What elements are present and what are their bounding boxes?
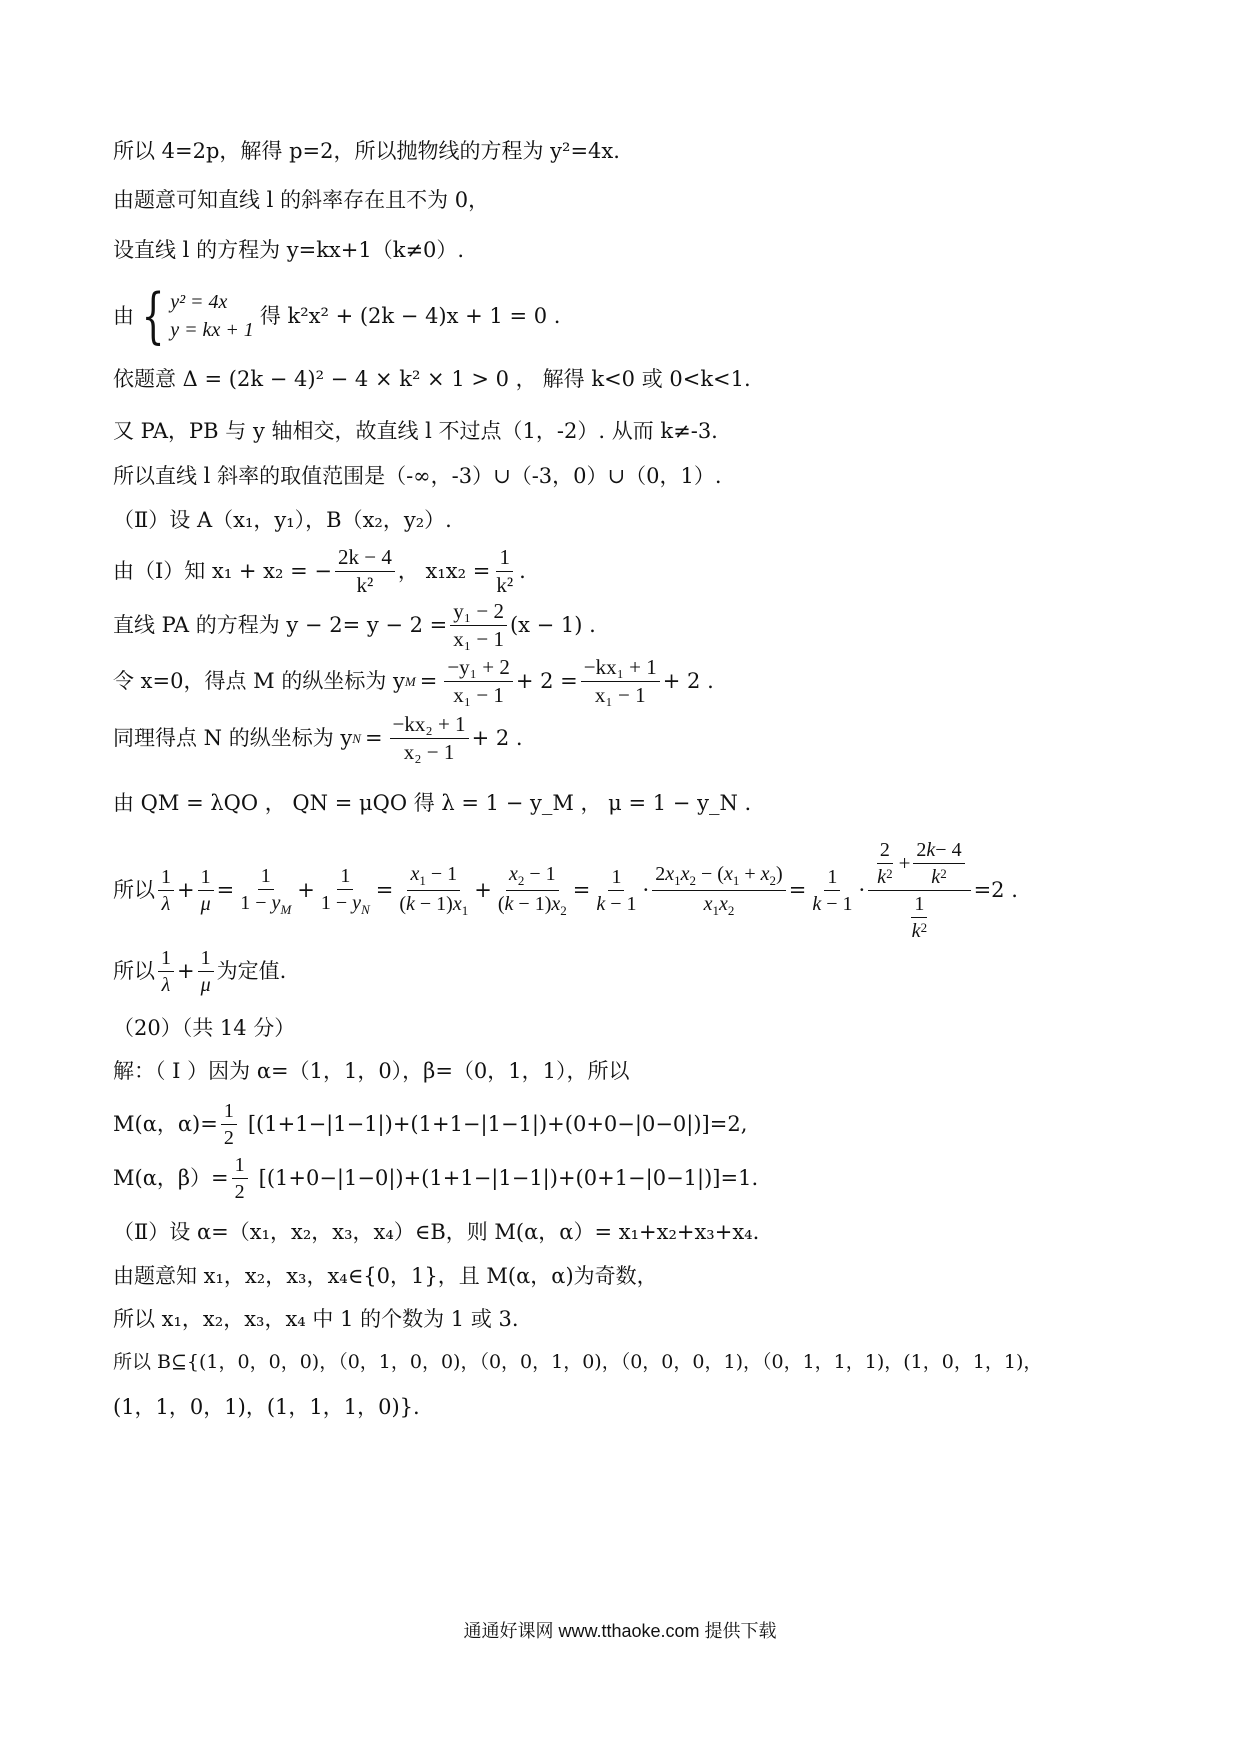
m-alpha-alpha-line <box>113 1101 747 1148</box>
constant-line: 所以 $\frac{1}{\lambda}$ + $\frac{1}{\mu}$ 为定值. <box>113 947 287 996</box>
numerator: −kx₂ + 1 <box>390 714 469 739</box>
m-text: 令 x=0，得点 M 的纵坐标为 y <box>113 669 405 693</box>
text-line: （Ⅱ）设 A（x₁，y₁），B（x₂，y₂）. <box>113 508 452 532</box>
m-aa-expr: [(1+1−|1−1|)+(1+1−|1−1|)+(0+0−|0−0|)]=2, <box>247 1112 748 1136</box>
discriminant-result: 解得 k<0 或 0<k<1. <box>542 367 751 391</box>
fraction: $\frac{1}{\mu}$ <box>198 867 214 914</box>
left-brace: { <box>141 281 165 351</box>
fraction <box>493 547 516 596</box>
denominator: x₁ − 1 <box>453 627 504 651</box>
numerator: −kx₁ + 1 <box>581 657 660 682</box>
point-n-line <box>113 714 523 763</box>
vieta-line <box>113 547 526 596</box>
fraction: $\frac{1}{k - 1}$ <box>596 866 637 915</box>
fraction: $\frac{1}{\mu}$ <box>198 948 214 995</box>
equation: y² = 4x <box>170 291 228 313</box>
equation: y = kx + 1 <box>170 319 254 341</box>
fraction: $\frac{1}{k - 1}$ <box>812 866 853 915</box>
text-line: 又 PA，PB 与 y 轴相交，故直线 l 不过点（1，-2）. 从而 k≠-3. <box>113 419 718 443</box>
sum-derivation-line: 所以 $\frac{1}{\lambda}$ + $\frac{1}{\mu}$ = $\frac{1}{1 - y_M}$ + $\frac{1}{1 - y_N}$ = $\frac{x_1 - 1}{(k - 1)x_1}$ + $\frac{x_2 - 1}{(k - 1)x_2}$ = $\frac{1}{k - 1}$ · $\frac{2x_1x_2 - (x_1 + x_2)}{x_1x_2}$ = $\frac{1}{k - 1}$ · 2 k 2 + 2 k − 4 k 2 1 k 2 =2 . <box>113 839 1018 942</box>
fraction <box>444 657 513 706</box>
discriminant-expr: 依题意 Δ = (2k − 4)² − 4 × k² × 1 > 0 ， <box>113 367 537 391</box>
n-text: 同理得点 N 的纵坐标为 y <box>113 726 353 750</box>
text-prefix: 由 <box>113 303 134 328</box>
denominator: k² <box>496 573 514 597</box>
fraction: $\frac{x_2 - 1}{(k - 1)x_2}$ <box>497 863 567 918</box>
constant-text: 所以 <box>113 959 155 983</box>
sum-text: 所以 <box>113 878 155 902</box>
text-line: 解：（ I ）因为 α=（1，1，0），β=（0，1，1），所以 <box>113 1059 630 1083</box>
constant-text: 为定值. <box>216 959 287 983</box>
footer-watermark: 通通好课网 www.tthaoke.com 提供下载 <box>463 1621 777 1641</box>
denominator: x₁ − 1 <box>453 683 504 707</box>
pa-text: 直线 PA 的方程为 y − 2= y − 2 = <box>113 613 448 637</box>
fraction: $\frac{1}{\lambda}$ <box>158 948 174 995</box>
sum-result: =2 . <box>973 878 1018 902</box>
vector-line: 由 QM = λQO ， QN = μQO 得 λ = 1 − y_M ， μ = 1 − y_N . <box>113 791 752 815</box>
n-text: + 2 . <box>471 726 523 750</box>
discriminant-line <box>113 369 751 390</box>
m-alpha-beta-line <box>113 1155 758 1202</box>
question-header: （20）（共 14 分） <box>113 1016 296 1040</box>
fraction: $\frac{x_1 - 1}{(k - 1)x_1}$ <box>399 863 469 918</box>
equation-system <box>134 281 254 351</box>
text-line: 设直线 l 的方程为 y=kx+1（k≠0）. <box>113 238 465 262</box>
fraction <box>581 657 660 706</box>
equation-system-line <box>113 281 561 351</box>
fraction: $\frac{1}{\lambda}$ <box>158 867 174 914</box>
fraction: $\frac{2x_1x_2 - (x_1 + x_2)}{x_1x_2}$ <box>652 864 785 917</box>
m-text: + 2 . <box>662 669 714 693</box>
denominator: x₂ − 1 <box>403 740 455 764</box>
n-eq: = <box>364 726 383 750</box>
subscript: N <box>352 731 361 746</box>
text-line: 由题意可知直线 l 的斜率存在且不为 0， <box>113 188 490 212</box>
numerator: −y₁ + 2 <box>444 657 513 682</box>
fraction <box>390 714 469 763</box>
numerator: 2k − 4 <box>335 547 395 572</box>
text-line: （Ⅱ）设 α=（x₁，x₂，x₃，x₄）∈B，则 M(α，α）= x₁+x₂+x₃+x₄. <box>113 1220 760 1244</box>
denominator: k² <box>356 573 374 597</box>
m-ab-text: M(α，β）= <box>113 1166 229 1190</box>
text-line: 由题意知 x₁，x₂，x₃，x₄∈{0，1}，且 M(α，α)为奇数， <box>113 1264 658 1288</box>
fraction: $\frac{1}{2}$ <box>221 1101 237 1148</box>
text-line: 所以 B⊆{(1，0，0，0)，（0，1，0，0)，（0，0，1，0)，（0，0，0，1)，（0，1，1，1)，(1，0，1，1)， <box>113 1351 1043 1373</box>
text-result: 得 k²x² + (2k − 4)x + 1 = 0 . <box>259 303 561 328</box>
text-line: (1，1，0，1)，(1，1，1，0)}. <box>113 1395 420 1419</box>
subscript: M <box>404 674 416 689</box>
fraction <box>450 601 507 650</box>
fraction <box>335 547 395 596</box>
m-eq: = <box>419 669 438 693</box>
fraction: $\frac{1}{2}$ <box>232 1155 248 1202</box>
m-text: + 2 = <box>515 669 578 693</box>
pa-text: (x − 1) . <box>509 613 596 637</box>
line-pa-equation <box>113 601 596 650</box>
denominator: x₁ − 1 <box>594 683 646 707</box>
fraction: $\frac{1}{1 - y_N}$ <box>320 864 370 917</box>
vieta-text: ， x₁x₂ = <box>397 559 491 583</box>
m-aa-text: M(α，α)= <box>113 1112 218 1136</box>
vieta-text: 由（I）知 x₁ + x₂ = − <box>113 559 332 583</box>
numerator: 1 <box>496 547 513 572</box>
m-ab-expr: [(1+0−|1−0|)+(1+1−|1−1|)+(0+1−|0−1|)]=1. <box>258 1166 759 1190</box>
text-line: 所以直线 l 斜率的取值范围是（-∞，-3）∪（-3，0）∪（0，1）. <box>113 464 722 488</box>
vieta-text: . <box>519 559 526 583</box>
text-line: 所以 x₁，x₂，x₃，x₄ 中 1 的个数为 1 或 3. <box>113 1307 519 1331</box>
compound-fraction: 2 k 2 + 2 k − 4 k 2 1 k 2 <box>868 840 970 941</box>
fraction: $\frac{1}{1 - y_M}$ <box>240 864 292 917</box>
numerator: y₁ − 2 <box>450 601 507 626</box>
point-m-line <box>113 657 714 706</box>
text-line: 所以 4=2p，解得 p=2，所以抛物线的方程为 y²=4x. <box>113 139 620 163</box>
